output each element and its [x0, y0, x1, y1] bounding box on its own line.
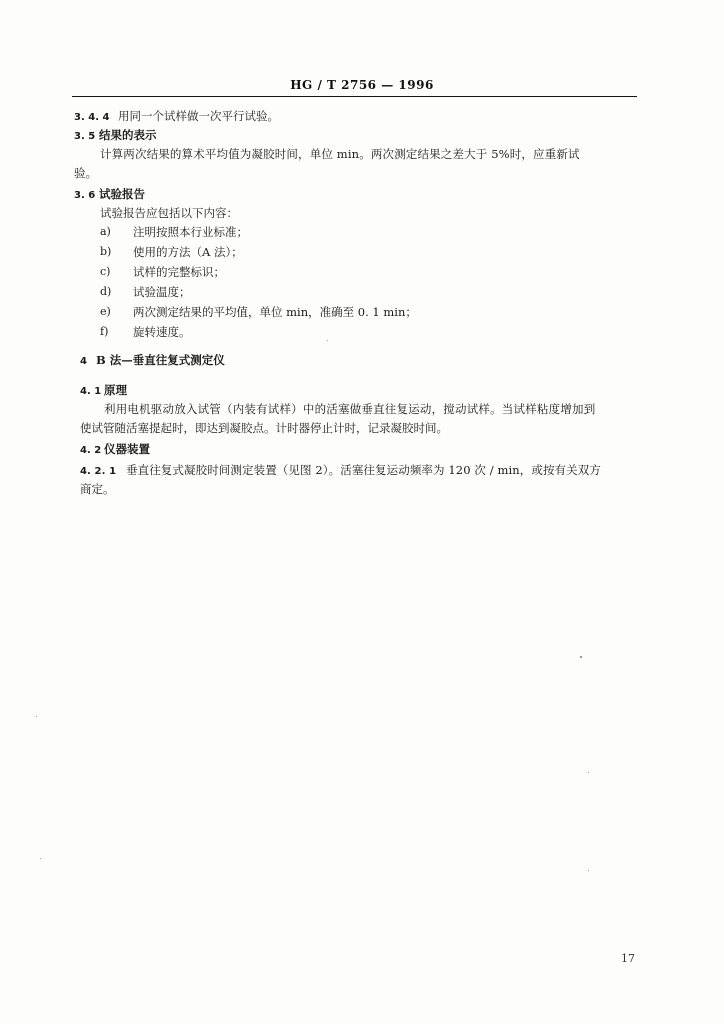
section-heading: 结果的表示	[99, 128, 157, 142]
section-3-4-4	[74, 108, 279, 126]
section-heading: 原理	[104, 383, 127, 397]
scan-speck	[580, 656, 582, 658]
scan-speck	[36, 716, 37, 717]
section-3-5-heading	[74, 127, 157, 145]
section-number: 4	[80, 356, 87, 367]
list-item-label: a)	[100, 225, 111, 238]
section-4-2-heading	[80, 441, 150, 459]
list-item-text: 试样的完整标识；	[133, 265, 225, 279]
list-item-label: b)	[100, 245, 112, 258]
list-item-label: c)	[100, 265, 111, 278]
section-4-2-1-line1	[80, 462, 601, 480]
scan-speck	[327, 340, 328, 341]
section-number: 3. 6	[74, 190, 96, 201]
section-3-5-body-line1: 计算两次结果的算术平均值为凝胶时间，单位 min。两次测定结果之差大于 5%时，应重新试	[100, 147, 580, 161]
section-4-1-body-line1: 利用电机驱动放入试管（内装有试样）中的活塞做垂直往复运动，搅动试样。当试样粘度增加到	[104, 402, 596, 416]
list-item-label: f)	[100, 325, 109, 338]
section-heading: 仪器装置	[104, 442, 150, 456]
list-item-text: 旋转速度。	[133, 325, 191, 339]
section-number: 3. 5	[74, 131, 96, 142]
scan-speck	[40, 858, 41, 859]
list-item-text: 试验温度；	[133, 285, 191, 299]
scan-speck	[588, 870, 589, 871]
section-3-5-body-line2: 验。	[74, 166, 97, 180]
scan-speck	[588, 772, 589, 773]
section-number: 4. 2. 1	[80, 466, 117, 477]
list-item-text: 注明按照本行业标准；	[133, 225, 248, 239]
section-text: 垂直往复式凝胶时间测定装置（见图 2）。活塞往复运动频率为 120 次 / min，或按有关双方	[126, 463, 601, 477]
header-rule	[72, 96, 637, 97]
list-item-label: d)	[100, 285, 112, 298]
list-item-text: 使用的方法（A 法）；	[133, 245, 243, 259]
section-number: 3. 4. 4	[74, 112, 110, 123]
report-intro: 试验报告应包括以下内容：	[100, 206, 238, 220]
standard-code-header: HG / T 2756 — 1996	[290, 78, 434, 92]
page-number: 17	[621, 952, 635, 965]
section-number: 4. 2	[80, 445, 102, 456]
section-4-1-heading	[80, 382, 127, 400]
section-3-6-heading	[74, 186, 145, 204]
list-item-text: 两次测定结果的平均值，单位 min，准确至 0. 1 min；	[133, 305, 417, 319]
section-text: 用同一个试样做一次平行试验。	[118, 109, 279, 123]
list-item-label: e)	[100, 305, 111, 318]
section-4-2-1-line2: 商定。	[80, 482, 115, 496]
section-4-heading	[80, 352, 225, 370]
section-heading: 试验报告	[99, 187, 145, 201]
section-number: 4. 1	[80, 386, 102, 397]
section-4-1-body-line2: 使试管随活塞提起时，即达到凝胶点。计时器停止计时，记录凝胶时间。	[80, 421, 448, 435]
section-heading: B 法—垂直往复式测定仪	[96, 353, 225, 367]
